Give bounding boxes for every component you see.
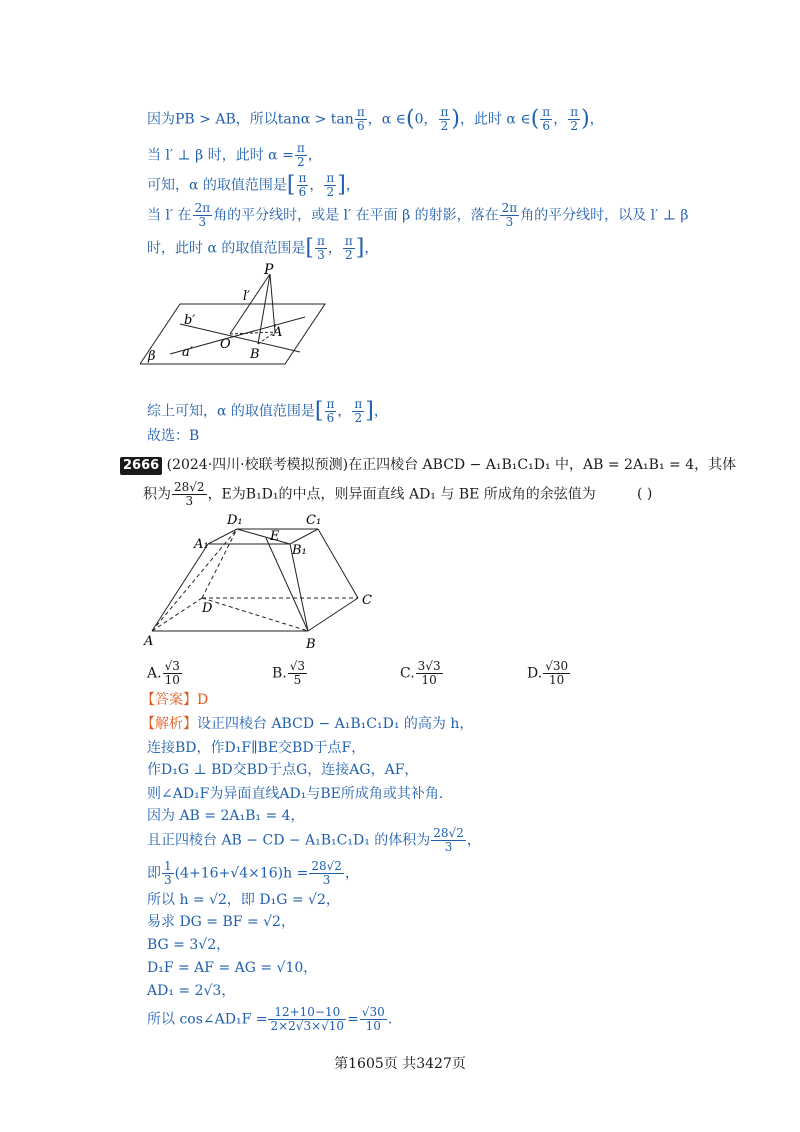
analysis-line-2: 连接BD，作D₁F∥BE交BD于点F， [147,740,366,756]
analysis-line-13: 所以 cos∠AD₁F = $\frac{12+10-10}{2\times 2√3\times√10}$ = $\frac{√30}{10}$ . [147,1005,393,1033]
analysis-line-9: 易求 DG = BF = √2， [147,914,295,930]
analysis-line-11: D₁F = AF = AG = √10， [147,960,318,976]
problem-line-2: 积为 $\frac{28√2}{3}$ ，E为B₁D₁的中点，则异面直线 AD₁ 与 BE 所成角的余弦值为 [143,480,596,508]
label-C: C [362,593,372,608]
analysis-line-10: BG = 3√2， [147,937,231,953]
figure-frustum [140,508,380,650]
answer-paren: ( ) [637,486,653,502]
analysis-line-1: 【解析】设正四棱台 ABCD − A₁B₁C₁D₁ 的高为 h， [141,716,474,732]
solution-line-4: 当 l′ 在 $\frac{2\pi}{3}$ 角的平分线时，或是 l′ 在平面 β 的射影，落在 $\frac{2\pi}{3}$ 角的平分线时，以及 l′ ⊥ β [147,201,689,229]
analysis-line-5: 因为 AB = 2A₁B₁ = 4， [147,808,305,824]
solution-line-6: 综上可知，α 的取值范围是[ $\frac{\pi}{6}$ ， $\frac{\pi}{2}$ ]， [147,397,388,425]
option-b[interactable]: B. $\frac{√3}{5}$ [272,659,306,687]
solution-line-7: 故选：B [147,428,200,444]
analysis-line-6: 且正四棱台 AB − CD − A₁B₁C₁D₁ 的体积为 $\frac{28√2}{3}$ ， [147,826,481,854]
label-D: D [202,601,213,616]
option-c[interactable]: C. $\frac{3√3}{10}$ [400,659,441,687]
label-D1: D₁ [227,513,243,528]
label-A1: A₁ [194,537,209,552]
label-A: A [273,325,283,340]
problem-number-badge: 2666 [120,457,162,475]
solution-line-2: 当 l′ ⊥ β 时，此时 α = $\frac{\pi}{2}$ ， [147,141,322,169]
analysis-line-4: 则∠AD₁F为异面直线AD₁与BE所成角或其补角. [147,786,444,802]
page-footer: 第1605页 共3427页 [334,1056,466,1072]
label-a: a′ [182,345,193,360]
solution-line-3: 可知，α 的取值范围是[ $\frac{\pi}{6}$ ， $\frac{\pi}{2}$ ]， [147,171,360,199]
solution-line-5: 时，此时 α 的取值范围是[ $\frac{\pi}{3}$ ， $\frac{\pi}{2}$ ]， [147,234,379,262]
label-B: B [250,347,260,362]
label-B1: B₁ [292,543,307,558]
problem-line-1: 2666 (2024·四川·校联考模拟预测)在正四棱台 ABCD − A₁B₁C₁D₁ 中，AB = 2A₁B₁ = 4，其体 [120,455,736,475]
option-d[interactable]: D. $\frac{√30}{10}$ [527,659,569,687]
label-A: A [144,634,154,649]
label-l: l′ [243,289,251,304]
analysis-line-3: 作D₁G ⊥ BD交BD于点G，连接AG，AF， [147,762,419,778]
label-C1: C₁ [306,513,322,528]
analysis-line-8: 所以 h = √2，即 D₁G = √2， [147,892,340,908]
label-B: B [306,637,316,650]
solution-line-1: 因为PB > AB，所以tanα > tan $\frac{\pi}{6}$ ，α ∈(0， $\frac{\pi}{2}$ )，此时 α ∈( $\frac{\pi}{6}$ ， $\frac{\pi}{2}$ )， [147,105,604,133]
figure-plane-lines [140,262,340,374]
label-beta: β [148,349,156,364]
option-a[interactable]: A. $\frac{√3}{10}$ [147,659,180,687]
label-P: P [264,262,274,278]
label-E: E [270,529,280,544]
label-O: O [220,337,231,352]
label-b: b′ [184,313,196,328]
analysis-line-7: 即 $\frac{1}{3}$ (4+16+√4×16)h = $\frac{28√2}{3}$ ， [147,859,359,887]
analysis-line-12: AD₁ = 2√3， [147,983,236,999]
answer-line: 【答案】D [141,692,209,708]
